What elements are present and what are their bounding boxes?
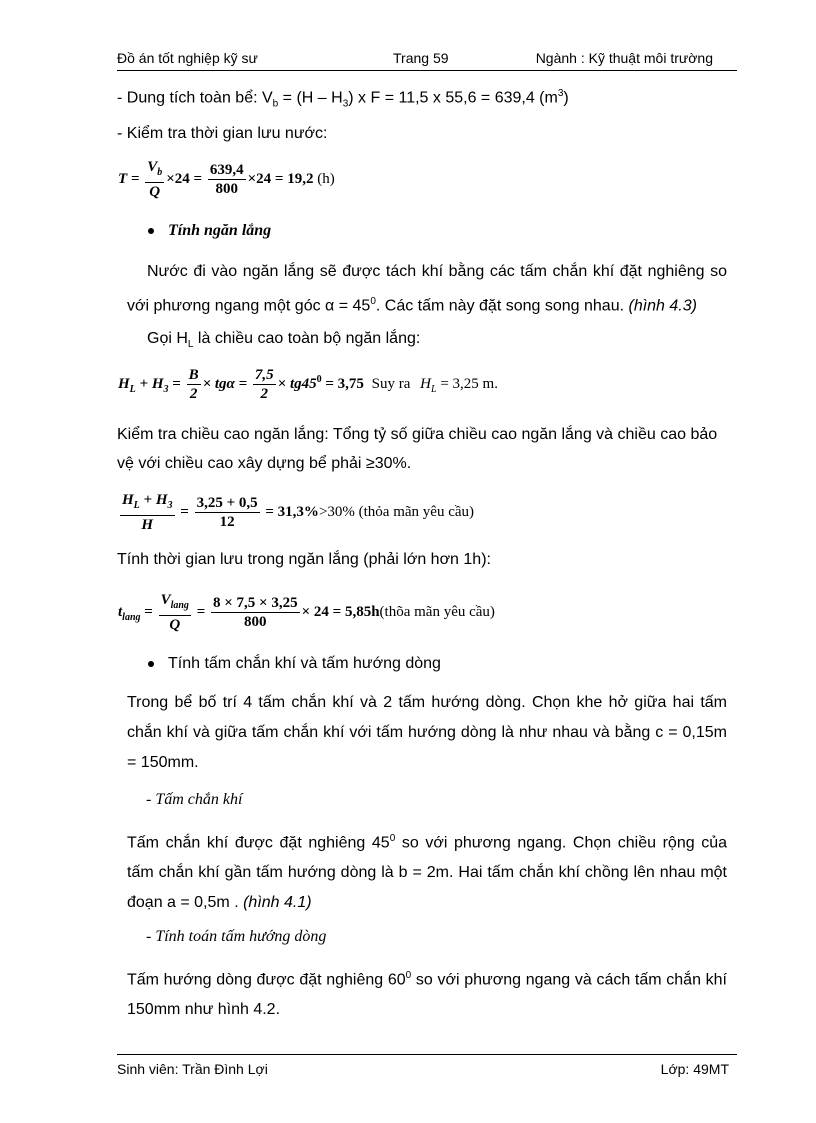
subheading-gas-baffle: - Tấm chắn khí	[146, 791, 243, 808]
bullet-icon	[148, 661, 154, 667]
bullet-icon	[148, 228, 154, 234]
equation-retention-time: T = $\frac{V_b}{Q}$ ×24 = $\frac{639,4}{800}$ ×24 = 19,2 (h)	[118, 159, 335, 200]
equation-settling-height: $H_L + H_3$ = $\frac{B}{2}$ × tgα = $\frac{7,5}{2}$ × $tg45^0 = 3,75$ Suy ra $H_L = 3,25$ m.	[118, 367, 498, 402]
header-page-number: Trang 59	[393, 50, 449, 66]
page-footer	[117, 1054, 737, 1079]
heading-plates: Tính tấm chắn khí và tấm hướng dòng	[148, 655, 441, 673]
total-volume-line: - Dung tích toàn bể: $V_b = (H - H_3)$ x F = 11,5 x 55,6 = 639,4 $(m^3)$	[117, 88, 569, 110]
footer-student: Sinh viên: Trần Đình Lợi	[117, 1061, 268, 1077]
subheading-flow-guide: - Tính toán tấm hướng dòng	[146, 928, 327, 945]
check-height-line-2: vệ với chiều cao xây dựng bể phải ≥30%.	[117, 455, 412, 472]
define-hl-line: Gọi $H_L$ là chiều cao toàn bộ ngăn lắng:	[147, 330, 421, 351]
check-height-line-1: Kiểm tra chiều cao ngăn lắng: Tổng tỷ số giữa chiều cao ngăn lắng và chiều cao bảo	[117, 426, 718, 443]
paragraph-gas-baffle: Tấm chắn khí được đặt nghiêng $45^0$ so với phương ngang. Chọn chiều rộng của tấm chắn khí gần tấm hướng dòng là b = 2m. Hai tấm chắn khí chồng lên nhau một đoạn a = 0,5m . (hình 4.1)	[127, 833, 727, 912]
header-right: Ngành : Kỹ thuật môi trường	[535, 50, 713, 66]
paragraph-gas-separation: Nước đi vào ngăn lắng sẽ được tách khí bằng các tấm chắn khí đặt nghiêng so với phương ngang một góc $\alpha = 45^0$. Các tấm này đặt song song nhau. (hình 4.3)	[127, 263, 727, 315]
header-left: Đồ án tốt nghiệp kỹ sư	[117, 50, 258, 66]
paragraph-plate-layout: Trong bể bố trí 4 tấm chắn khí và 2 tấm hướng dòng. Chọn khe hở giữa hai tấm chắn khí và giữa tấm chắn khí với tấm hướng dòng là như nhau và bằng c = 0,15m = 150mm.	[127, 694, 727, 771]
retention-in-chamber-line: Tính thời gian lưu trong ngăn lắng (phải lớn hơn 1h):	[117, 551, 491, 568]
equation-height-ratio: $\frac{H_L + H_3}{H}$ = $\frac{3,25 + 0,5}{12}$ = 31,3%>30% (thỏa mãn yêu cầu)	[122, 492, 475, 533]
page-header	[117, 50, 737, 71]
footer-class: Lớp: 49MT	[660, 1061, 729, 1077]
check-retention-line: - Kiểm tra thời gian lưu nước:	[117, 125, 328, 142]
paragraph-flow-guide: Tấm hướng dòng được đặt nghiêng $60^0$ so với phương ngang và cách tấm chắn khí 150mm như hình 4.2.	[127, 970, 728, 1019]
heading-settling-chamber: Tính ngăn lắng	[148, 222, 271, 240]
equation-chamber-retention: $t_{lang}$ = $\frac{V_{lang}}{Q}$ = $\frac{8 \times 7,5 \times 3,25}{800}$ × 24 = 5,85h(thõa mãn yêu cầu)	[118, 592, 495, 633]
